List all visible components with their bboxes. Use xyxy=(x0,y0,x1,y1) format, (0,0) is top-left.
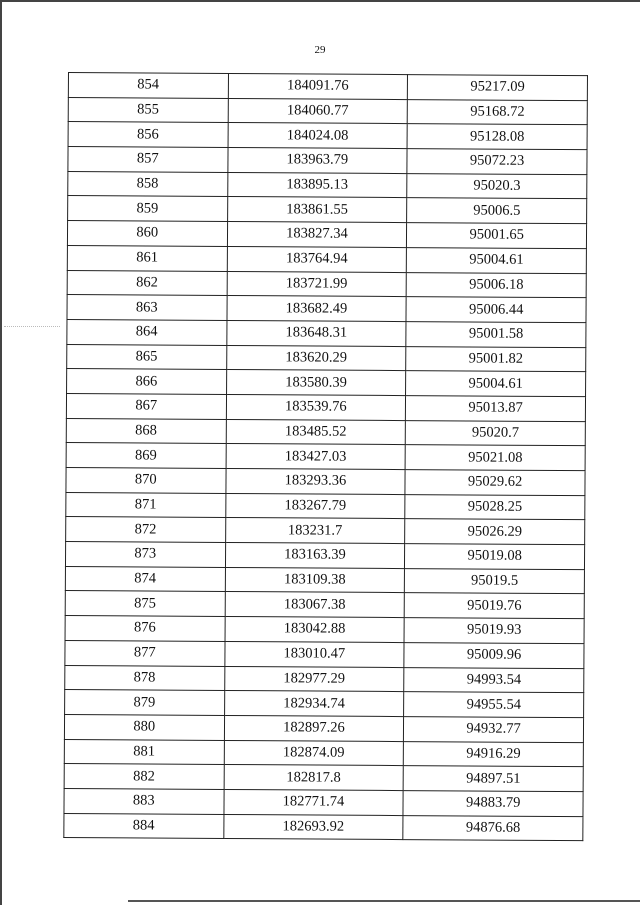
x-coordinate-cell: 183067.38 xyxy=(225,592,405,618)
x-coordinate-cell: 182874.09 xyxy=(224,740,404,766)
table-row xyxy=(64,788,583,816)
y-coordinate-cell: 95004.61 xyxy=(407,247,587,273)
page-number: 29 xyxy=(314,44,326,56)
y-coordinate-cell: 94897.51 xyxy=(403,766,583,792)
table-row xyxy=(64,764,583,792)
point-number-cell: 874 xyxy=(65,566,225,592)
x-coordinate-cell: 183042.88 xyxy=(225,617,405,643)
x-coordinate-cell: 183163.39 xyxy=(225,543,405,569)
table-row xyxy=(66,467,585,495)
table-row xyxy=(65,542,584,570)
y-coordinate-cell: 94883.79 xyxy=(403,790,583,816)
table-row xyxy=(67,270,586,298)
table-row xyxy=(65,616,584,644)
table-row xyxy=(68,147,587,175)
y-coordinate-cell: 95020.7 xyxy=(406,420,586,446)
y-coordinate-cell: 95028.25 xyxy=(405,494,585,520)
coordinate-table xyxy=(63,72,588,841)
point-number-cell: 862 xyxy=(67,270,227,296)
point-number-cell: 875 xyxy=(65,591,225,617)
point-number-cell: 866 xyxy=(67,369,227,395)
point-number-cell: 884 xyxy=(64,813,224,839)
table-row xyxy=(67,369,586,397)
x-coordinate-cell: 183580.39 xyxy=(226,370,406,396)
scan-speckle xyxy=(4,326,60,328)
table-row xyxy=(66,517,585,545)
y-coordinate-cell: 95019.93 xyxy=(404,618,584,644)
point-number-cell: 872 xyxy=(66,517,226,543)
y-coordinate-cell: 94876.68 xyxy=(403,815,583,841)
table-row xyxy=(67,319,586,347)
scan-edge-bottom xyxy=(128,900,640,902)
x-coordinate-cell: 183861.55 xyxy=(227,197,407,223)
x-coordinate-cell: 184060.77 xyxy=(228,98,408,124)
table-row xyxy=(64,813,583,841)
table-row xyxy=(66,492,585,520)
y-coordinate-cell: 94916.29 xyxy=(404,741,584,767)
y-coordinate-cell: 95029.62 xyxy=(405,470,585,496)
x-coordinate-cell: 182977.29 xyxy=(224,666,404,692)
x-coordinate-cell: 183109.38 xyxy=(225,567,405,593)
y-coordinate-cell: 94932.77 xyxy=(404,716,584,742)
table-row xyxy=(65,640,584,668)
x-coordinate-cell: 182693.92 xyxy=(223,814,403,840)
y-coordinate-cell: 94993.54 xyxy=(404,667,584,693)
y-coordinate-cell: 95019.08 xyxy=(405,544,585,570)
table-row xyxy=(66,443,585,471)
table-row xyxy=(66,393,585,421)
x-coordinate-cell: 182771.74 xyxy=(224,789,404,815)
x-coordinate-cell: 182897.26 xyxy=(224,715,404,741)
x-coordinate-cell: 183895.13 xyxy=(227,172,407,198)
y-coordinate-cell: 95217.09 xyxy=(408,75,588,101)
point-number-cell: 860 xyxy=(67,221,227,247)
table-row xyxy=(65,566,584,594)
x-coordinate-cell: 183539.76 xyxy=(226,394,406,420)
point-number-cell: 867 xyxy=(66,393,226,419)
point-number-cell: 863 xyxy=(67,295,227,321)
point-number-cell: 870 xyxy=(66,467,226,493)
point-number-cell: 873 xyxy=(65,542,225,568)
y-coordinate-cell: 95128.08 xyxy=(407,124,587,150)
y-coordinate-cell: 94955.54 xyxy=(404,692,584,718)
point-number-cell: 854 xyxy=(68,73,228,99)
x-coordinate-cell: 183963.79 xyxy=(227,148,407,174)
table-row xyxy=(68,122,587,150)
x-coordinate-cell: 183293.36 xyxy=(225,468,405,494)
point-number-cell: 855 xyxy=(68,97,228,123)
y-coordinate-cell: 95013.87 xyxy=(406,396,586,422)
point-number-cell: 869 xyxy=(66,443,226,469)
table-row xyxy=(67,221,586,249)
x-coordinate-cell: 182934.74 xyxy=(224,691,404,717)
y-coordinate-cell: 95020.3 xyxy=(407,173,587,199)
y-coordinate-cell: 95168.72 xyxy=(407,99,587,125)
x-coordinate-cell: 183620.29 xyxy=(226,345,406,371)
table-row xyxy=(67,245,586,273)
point-number-cell: 877 xyxy=(65,640,225,666)
x-coordinate-cell: 183764.94 xyxy=(227,246,407,272)
point-number-cell: 879 xyxy=(65,690,225,716)
y-coordinate-cell: 95026.29 xyxy=(405,519,585,545)
point-number-cell: 876 xyxy=(65,616,225,642)
x-coordinate-cell: 183427.03 xyxy=(226,444,406,470)
x-coordinate-cell: 183231.7 xyxy=(225,518,405,544)
x-coordinate-cell: 183827.34 xyxy=(227,222,407,248)
x-coordinate-cell: 183721.99 xyxy=(227,271,407,297)
x-coordinate-cell: 184091.76 xyxy=(228,73,408,99)
table-row xyxy=(66,418,585,446)
table-row xyxy=(64,714,583,742)
table-row xyxy=(65,690,584,718)
y-coordinate-cell: 95006.18 xyxy=(406,272,586,298)
y-coordinate-cell: 95006.5 xyxy=(407,198,587,224)
table-row xyxy=(67,295,586,323)
point-number-cell: 871 xyxy=(66,492,226,518)
x-coordinate-cell: 183485.52 xyxy=(226,419,406,445)
x-coordinate-cell: 183267.79 xyxy=(225,493,405,519)
table-row xyxy=(65,665,584,693)
point-number-cell: 881 xyxy=(64,739,224,765)
y-coordinate-cell: 95004.61 xyxy=(406,371,586,397)
y-coordinate-cell: 95019.76 xyxy=(404,593,584,619)
y-coordinate-cell: 95072.23 xyxy=(407,149,587,175)
point-number-cell: 865 xyxy=(67,344,227,370)
x-coordinate-cell: 183682.49 xyxy=(227,296,407,322)
point-number-cell: 858 xyxy=(68,171,228,197)
table-row xyxy=(65,591,584,619)
table-row xyxy=(68,73,587,101)
point-number-cell: 880 xyxy=(64,714,224,740)
point-number-cell: 882 xyxy=(64,764,224,790)
point-number-cell: 868 xyxy=(66,418,226,444)
x-coordinate-cell: 183010.47 xyxy=(224,641,404,667)
point-number-cell: 883 xyxy=(64,788,224,814)
point-number-cell: 857 xyxy=(68,147,228,173)
point-number-cell: 878 xyxy=(65,665,225,691)
x-coordinate-cell: 184024.08 xyxy=(228,123,408,149)
coordinate-table-body xyxy=(64,73,588,841)
y-coordinate-cell: 95001.82 xyxy=(406,346,586,372)
y-coordinate-cell: 95001.65 xyxy=(407,223,587,249)
y-coordinate-cell: 95019.5 xyxy=(405,568,585,594)
y-coordinate-cell: 95009.96 xyxy=(404,642,584,668)
y-coordinate-cell: 95001.58 xyxy=(406,321,586,347)
point-number-cell: 864 xyxy=(67,319,227,345)
scan-edge-top xyxy=(0,0,640,2)
table-row xyxy=(68,196,587,224)
table-row xyxy=(68,171,587,199)
x-coordinate-cell: 183648.31 xyxy=(226,320,406,346)
y-coordinate-cell: 95006.44 xyxy=(406,297,586,323)
point-number-cell: 856 xyxy=(68,122,228,148)
table-row xyxy=(64,739,583,767)
x-coordinate-cell: 182817.8 xyxy=(224,765,404,791)
table-row xyxy=(68,97,587,125)
y-coordinate-cell: 95021.08 xyxy=(405,445,585,471)
scan-edge-left xyxy=(0,0,2,905)
point-number-cell: 861 xyxy=(67,245,227,271)
point-number-cell: 859 xyxy=(68,196,228,222)
table-row xyxy=(67,344,586,372)
